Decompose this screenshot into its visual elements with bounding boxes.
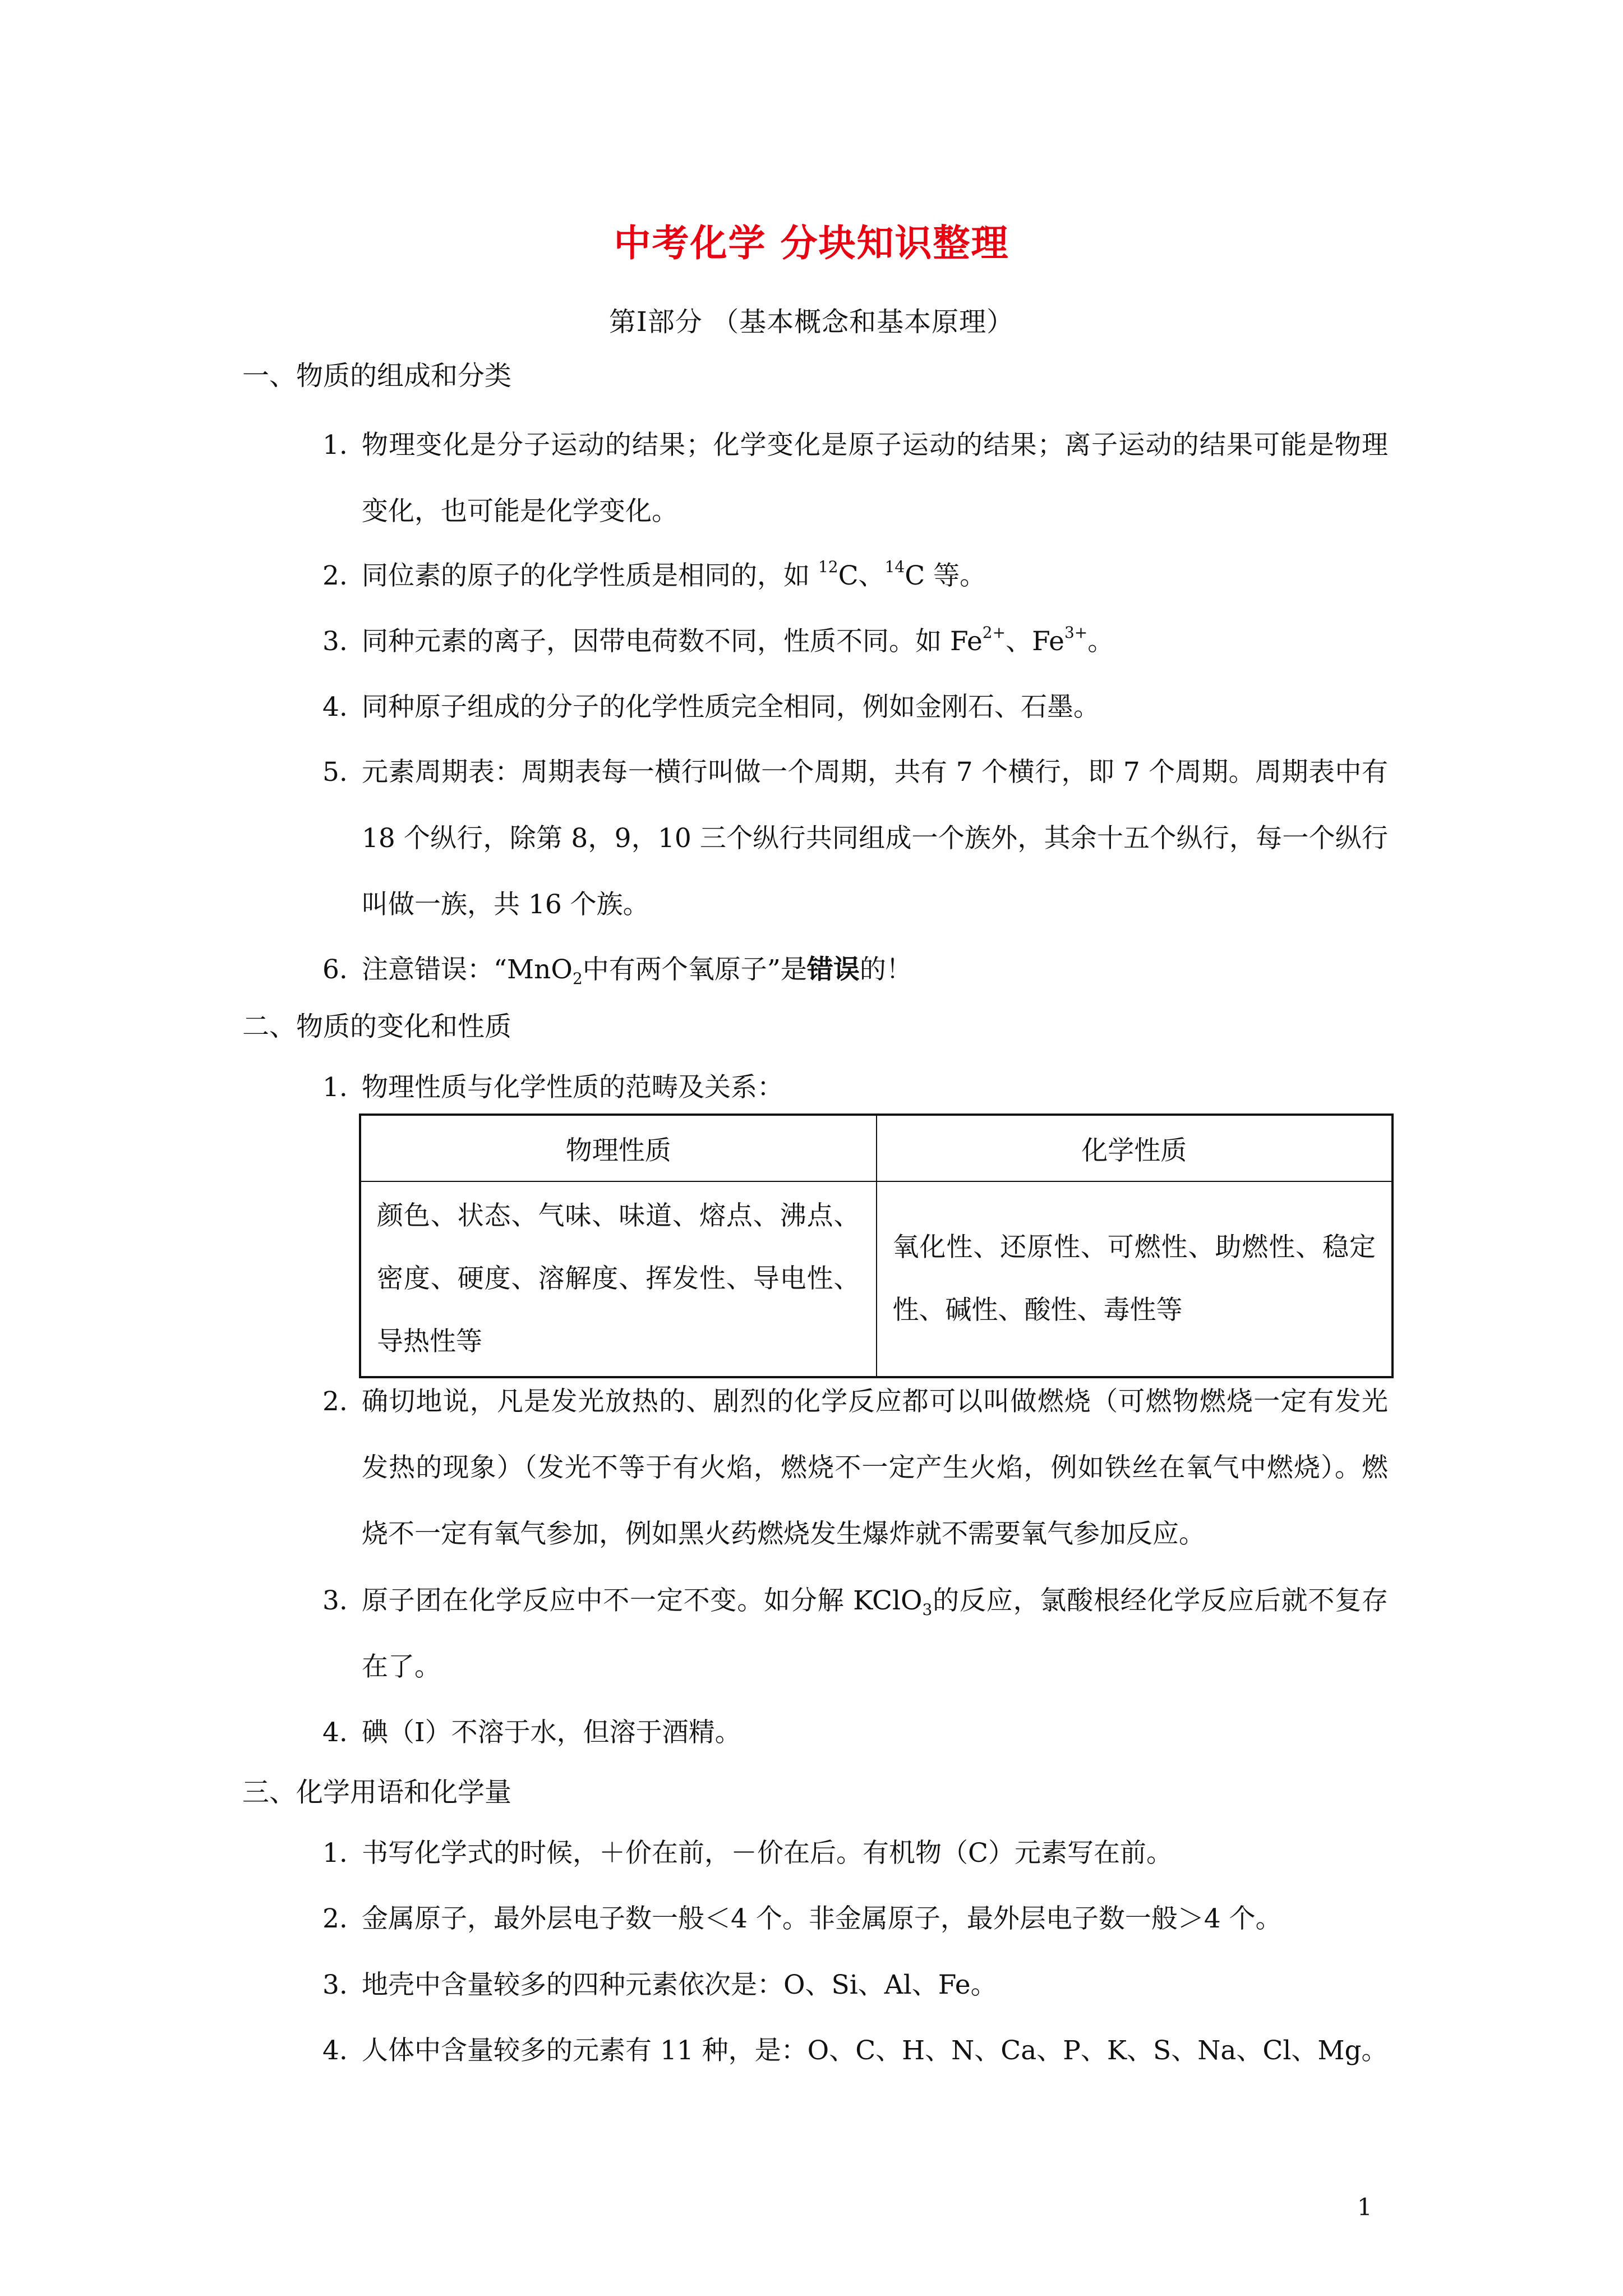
- item-number: 3.: [322, 626, 348, 657]
- item-text: 原子团在化学反应中不一定不变。如分解 KClO$_3$的反应，氯酸根经化学反应后就不复存在了。: [362, 1585, 1388, 1682]
- page-title: 中考化学 分块知识整理: [614, 222, 1009, 265]
- item-text: 金属原子，最外层电子数一般＜4 个。非金属原子，最外层电子数一般＞4 个。: [362, 1903, 1282, 1934]
- item-number: 2.: [322, 1386, 348, 1417]
- item-number: 1.: [322, 430, 348, 461]
- item-number: 3.: [322, 1970, 348, 2000]
- item-text: 书写化学式的时候，＋价在前，－价在后。有机物（C）元素写在前。: [362, 1838, 1173, 1869]
- item-number: 4.: [322, 1717, 348, 1748]
- list-item: [322, 1820, 1388, 1887]
- item-number: 4.: [322, 692, 348, 723]
- item-number: 1.: [322, 1072, 348, 1103]
- item-number: 3.: [322, 1585, 348, 1616]
- list-item: [322, 609, 1388, 675]
- table-cell-physical: 颜色、状态、气味、味道、熔点、沸点、密度、硬度、溶解度、挥发性、导电性、导热性等: [360, 1181, 877, 1377]
- list-item: [322, 1369, 1388, 1567]
- properties-table: [359, 1114, 1394, 1378]
- table-header-physical: 物理性质: [360, 1115, 877, 1181]
- item-number: 2.: [322, 560, 348, 591]
- item-text: 人体中含量较多的元素有 11 种，是：O、C、H、N、Ca、P、K、S、Na、Cl、Mg。: [362, 2035, 1388, 2066]
- list-item: [322, 739, 1388, 938]
- item-text: 元素周期表：周期表每一横行叫做一个周期，共有 7 个横行，即 7 个周期。周期表中有 18 个纵行，除第 8，9，10 三个纵行共同组成一个族外，其余十五个纵行，每一个纵行叫做一族，共 16 个族。: [362, 757, 1388, 920]
- item-text: 同种元素的离子，因带电荷数不同，性质不同。如 $Fe^{2+}$、$Fe^{3+}$。: [362, 623, 1114, 657]
- item-text: 注意错误：“MnO$_2$中有两个氧原子”是错误的！: [362, 954, 912, 988]
- list-item: [322, 412, 1388, 545]
- table-header-row: [360, 1115, 1393, 1181]
- item-text: 同位素的原子的化学性质是相同的，如 $^{12}$C、$^{14}$C 等。: [362, 558, 986, 591]
- table-cell-chemical: 氧化性、还原性、可燃性、助燃性、稳定性、碱性、酸性、毒性等: [877, 1181, 1393, 1377]
- item-number: 1.: [322, 1838, 348, 1869]
- item-number: 4.: [322, 2035, 348, 2066]
- list-item: [322, 1055, 1388, 1121]
- list-item: [322, 1886, 1388, 1952]
- item-text: 物理性质与化学性质的范畴及关系：: [362, 1072, 783, 1103]
- item-text: 物理变化是分子运动的结果；化学变化是原子运动的结果；离子运动的结果可能是物理变化，也可能是化学变化。: [362, 430, 1388, 527]
- table-row: [360, 1181, 1393, 1377]
- list-item: [322, 937, 1388, 1003]
- item-text: 碘（I）不溶于水，但溶于酒精。: [362, 1717, 741, 1748]
- item-text: 地壳中含量较多的四种元素依次是：O、Si、Al、Fe。: [362, 1970, 997, 2000]
- section-heading-2: 二、物质的变化和性质: [242, 1011, 512, 1042]
- table-header-chemical: 化学性质: [877, 1115, 1393, 1181]
- list-item: [322, 2018, 1388, 2084]
- section-heading-3: 三、化学用语和化学量: [242, 1777, 512, 1808]
- item-text: 确切地说，凡是发光放热的、剧烈的化学反应都可以叫做燃烧（可燃物燃烧一定有发光发热的现象）（发光不等于有火焰，燃烧不一定产生火焰，例如铁丝在氧气中燃烧）。燃烧不一定有氧气参加，例如黑火药燃烧发生爆炸就不需要氧气参加反应。: [362, 1386, 1388, 1549]
- item-number: 2.: [322, 1903, 348, 1934]
- page-subtitle: 第Ⅰ部分 （基本概念和基本原理）: [608, 306, 1015, 338]
- list-item: [322, 543, 1388, 609]
- list-item: [322, 1700, 1388, 1766]
- list-item: [322, 1568, 1388, 1700]
- item-number: 5.: [322, 757, 348, 788]
- item-number: 6.: [322, 954, 348, 985]
- page-number: 1: [1357, 2193, 1372, 2221]
- list-item: [322, 674, 1388, 740]
- section-heading-1: 一、物质的组成和分类: [242, 360, 512, 392]
- list-item: [322, 1952, 1388, 2018]
- item-text: 同种原子组成的分子的化学性质完全相同，例如金刚石、石墨。: [362, 692, 1100, 723]
- emphasis-text: 错误: [806, 954, 860, 985]
